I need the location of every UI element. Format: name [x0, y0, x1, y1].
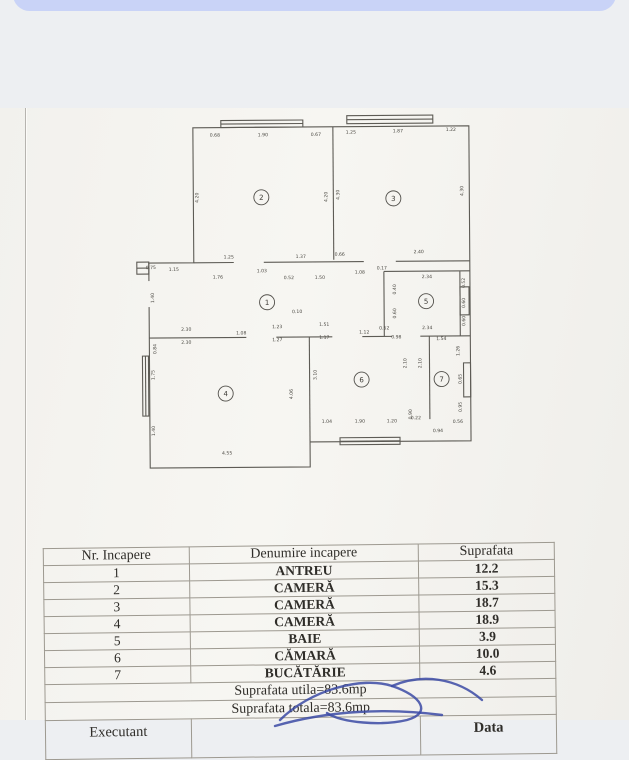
table-cell: CĂMARĂ [190, 646, 420, 666]
table-cell: BUCĂTĂRIE [190, 663, 420, 683]
table-cell: ANTREU [189, 561, 419, 581]
dimension-label: 0.65 [458, 373, 464, 385]
dimension-label: 1.17 [319, 335, 330, 341]
dimension-label: 0.90 [408, 409, 414, 420]
summary-totala: Suprafata totala=83.6mp [45, 696, 556, 720]
dimension-label: 1.20 [386, 419, 398, 425]
dimension-label: 0.67 [310, 132, 322, 138]
table-cell: CAMERĂ [190, 595, 420, 615]
dimension-label: 2.30 [181, 340, 192, 346]
dimension-label: 1.37 [295, 254, 306, 261]
table-cell: CAMERĂ [189, 578, 419, 598]
table-cell: 1 [43, 564, 189, 583]
dimension-label: 1.15 [168, 267, 179, 273]
col-header-nr: Nr. Incapere [43, 547, 189, 566]
dimension-label: 1.76 [212, 275, 224, 281]
dimension-label: 2.30 [181, 327, 192, 333]
dimension-label: 1.40 [151, 425, 158, 437]
dimension-label: 1.04 [321, 419, 333, 425]
summary-utila: Suprafata utila=83.6mp [45, 678, 556, 702]
table-cell: 15.3 [419, 576, 555, 595]
area-table [43, 542, 558, 760]
dimension-label: 0.10 [292, 310, 303, 316]
table-cell: CAMERĂ [190, 612, 420, 632]
dimension-label: 2.34 [422, 326, 433, 332]
table-cell: 2 [44, 581, 190, 600]
dimension-label: 1.12 [359, 330, 370, 336]
wall-room4-room6 [309, 337, 310, 442]
dimension-label: 4.06 [289, 388, 295, 400]
table-cell: 10.0 [420, 644, 556, 663]
table-cell: 6 [44, 649, 190, 668]
dimension-label: 0.52 [379, 326, 390, 332]
wall-room6-room7 [429, 336, 430, 419]
dimension-label: 1.22 [445, 127, 457, 134]
dimension-label: 4.55 [221, 451, 233, 457]
dimension-label: 2.10 [418, 358, 424, 369]
dimension-label: 0.52 [283, 276, 295, 282]
dimension-label: 1.50 [314, 275, 326, 281]
dimension-label: 1.25 [345, 130, 357, 136]
table-cell: 18.7 [419, 593, 555, 612]
table-cell: 12.2 [419, 559, 555, 578]
signature-row [45, 714, 556, 759]
dimension-label: 2.34 [421, 275, 433, 281]
dimension-label: 4.30 [336, 189, 342, 200]
chat-bubble-remnant [13, 0, 616, 11]
dimension-label: 0.22 [410, 416, 422, 422]
table-cell: BAIE [190, 629, 420, 649]
table-cell: 4 [44, 615, 190, 634]
dimension-label: 1.87 [392, 129, 404, 135]
table-cell: 3.9 [419, 627, 555, 646]
paper-fold-line [25, 108, 26, 720]
dimension-label: 2.40 [413, 250, 424, 256]
dimension-label: 4.30 [460, 185, 466, 197]
dimension-label: 0.40 [392, 284, 399, 295]
wall-room2-room3 [333, 127, 334, 260]
dimension-label: 1.40 [151, 292, 157, 304]
dimension-label: 1.90 [354, 419, 366, 425]
dimension-label: 2.10 [403, 358, 409, 369]
table-cell: 3 [44, 598, 190, 617]
dimension-label: 1.54 [436, 337, 447, 343]
dimension-label: 0.56 [452, 419, 464, 425]
dimension-label: 0.66 [334, 252, 345, 258]
table-cell: 4.6 [420, 661, 556, 680]
dimension-label: 0.52 [461, 277, 467, 289]
dimension-label: 1.51 [319, 322, 330, 328]
dimension-label: 4.20 [324, 191, 330, 202]
executant-label: Executant [45, 719, 191, 760]
data-label: Data [421, 714, 557, 755]
dimension-label: 4.20 [195, 192, 201, 203]
dimension-label: 0.68 [209, 133, 221, 139]
dimension-label: 0.75 [145, 266, 156, 272]
room-number: 6 [359, 376, 364, 385]
dimension-label: 1.23 [272, 325, 283, 331]
table-cell: 18.9 [419, 610, 555, 629]
room-number: 7 [439, 375, 444, 384]
room-number: 4 [223, 390, 228, 399]
wall-hall-top [194, 261, 470, 263]
table-body [43, 559, 555, 684]
dimension-label: 0.95 [458, 401, 464, 413]
table-cell: 7 [45, 666, 191, 685]
dimension-label: 0.60 [393, 308, 399, 319]
col-header-denumire: Denumire incapere [189, 544, 419, 564]
dimension-label: 1.03 [256, 269, 267, 275]
dimension-label: 1.27 [272, 338, 283, 344]
dimension-label: 1.08 [354, 270, 366, 276]
document-photo [0, 108, 629, 741]
dimension-label: 0.60 [462, 297, 468, 309]
dimension-label: 1.75 [151, 369, 157, 381]
room-number: 3 [391, 194, 396, 203]
room-number: 2 [259, 193, 264, 202]
room-number: 1 [264, 298, 270, 307]
col-header-suprafata: Suprafata [418, 542, 554, 561]
dimension-label: 0.84 [153, 343, 159, 355]
signature-cell [191, 716, 421, 758]
dimension-label: 3.10 [313, 369, 319, 381]
floor-plan-drawing [133, 111, 476, 473]
dimension-label: 0.94 [432, 429, 444, 435]
dimension-label: 1.08 [236, 331, 247, 337]
dimension-label: 1.26 [456, 345, 462, 357]
table-cell: 5 [44, 632, 190, 651]
window-room7 [463, 363, 470, 397]
dimension-label: 0.17 [376, 266, 387, 272]
dimension-label: 0.60 [462, 315, 468, 327]
room-number: 5 [423, 297, 429, 306]
dimension-label: 0.98 [391, 335, 402, 341]
dimension-label: 1.25 [223, 255, 234, 261]
dimension-label: 1.90 [257, 133, 269, 139]
